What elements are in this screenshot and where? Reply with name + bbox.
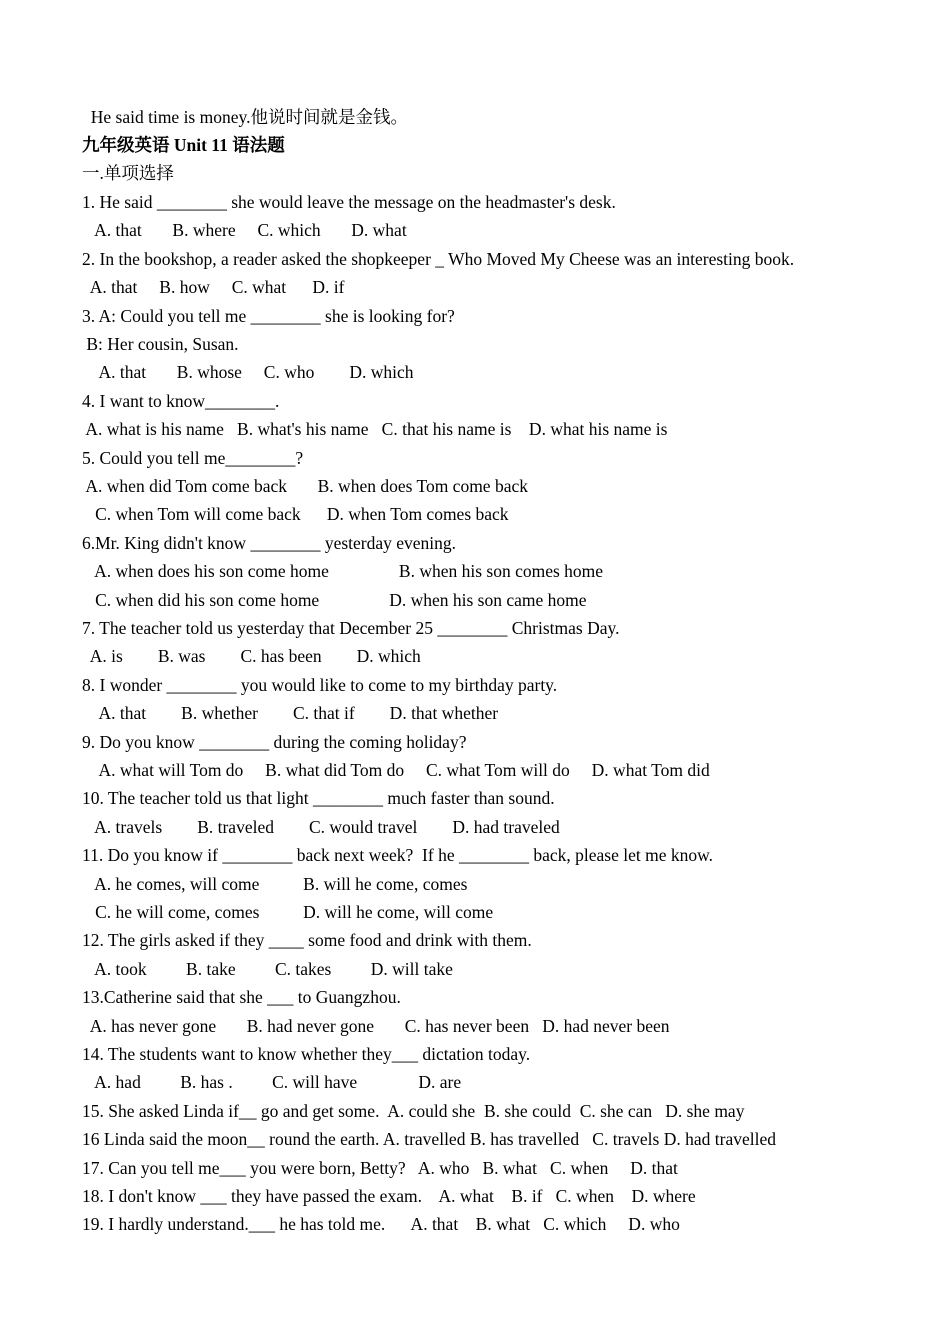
- question-line: A. travels B. traveled C. would travel D. had traveled: [82, 816, 560, 837]
- question-line: A. when does his son come home B. when his son comes home: [82, 561, 604, 582]
- question-line: 6.Mr. King didn't know ________ yesterday evening.: [82, 532, 457, 553]
- question-line: 9. Do you know ________ during the coming holiday?: [82, 731, 467, 752]
- question-line: 1. He said ________ she would leave the message on the headmaster's desk.: [82, 192, 616, 212]
- question-line: A. is B. was C. has been D. which: [82, 646, 421, 667]
- question-line: 3. A: Could you tell me ________ she is looking for?: [82, 305, 455, 326]
- question-line: 14. The students want to know whether they___ dictation today.: [82, 1044, 531, 1064]
- section-heading: 一.单项选择: [82, 163, 174, 183]
- question-line: A. that B. how C. what D. if: [82, 277, 345, 298]
- question-line: 16 Linda said the moon__ round the earth. A. travelled B. has travelled C. travels D. had travelled: [82, 1129, 776, 1150]
- question-line: C. when Tom will come back D. when Tom comes back: [82, 504, 509, 525]
- question-line: C. when did his son come home D. when his son came home: [82, 589, 587, 610]
- intro-sentence: He said time is money.他说时间就是金钱。: [82, 107, 408, 127]
- question-line: 2. In the bookshop, a reader asked the shopkeeper _ Who Moved My Cheese was an interesting book.: [82, 248, 795, 269]
- question-line: A. had B. has . C. will have D. are: [82, 1072, 462, 1093]
- question-line: A. that B. whose C. who D. which: [82, 362, 414, 383]
- question-line: 18. I don't know ___ they have passed the exam. A. what B. if C. when D. where: [82, 1186, 696, 1206]
- question-line: 5. Could you tell me________?: [82, 447, 304, 468]
- question-line: 8. I wonder ________ you would like to come to my birthday party.: [82, 674, 558, 695]
- question-line: 10. The teacher told us that light ________ much faster than sound.: [82, 788, 555, 809]
- worksheet-title: 九年级英语 Unit 11 语法题: [82, 135, 285, 155]
- question-line: 17. Can you tell me___ you were born, Betty? A. who B. what C. when D. that: [82, 1157, 678, 1178]
- question-line: A. that B. whether C. that if D. that whether: [82, 703, 499, 724]
- question-line: A. that B. where C. which D. what: [82, 220, 407, 241]
- question-line: 11. Do you know if ________ back next week? If he ________ back, please let me know.: [82, 845, 713, 866]
- question-line: 15. She asked Linda if__ go and get some. A. could she B. she could C. she can D. she may: [82, 1100, 745, 1121]
- question-line: 12. The girls asked if they ____ some food and drink with them.: [82, 930, 532, 951]
- question-line: A. what will Tom do B. what did Tom do C. what Tom will do D. what Tom did: [82, 760, 710, 780]
- question-line: A. he comes, will come B. will he come, comes: [82, 873, 468, 894]
- question-line: 4. I want to know________.: [82, 390, 280, 411]
- question-line: 13.Catherine said that she ___ to Guangzhou.: [82, 987, 401, 1008]
- question-line: A. has never gone B. had never gone C. has never been D. had never been: [82, 1015, 670, 1036]
- question-line: B: Her cousin, Susan.: [82, 334, 239, 354]
- question-line: C. he will come, comes D. will he come, will come: [82, 902, 494, 922]
- question-line: A. what is his name B. what's his name C. that his name is D. what his name is: [82, 419, 668, 440]
- question-line: A. when did Tom come back B. when does Tom come back: [82, 476, 528, 496]
- question-line: 7. The teacher told us yesterday that December 25 ________ Christmas Day.: [82, 618, 620, 638]
- question-line: 19. I hardly understand.___ he has told me. A. that B. what C. which D. who: [82, 1214, 680, 1235]
- question-line: A. took B. take C. takes D. will take: [82, 958, 453, 979]
